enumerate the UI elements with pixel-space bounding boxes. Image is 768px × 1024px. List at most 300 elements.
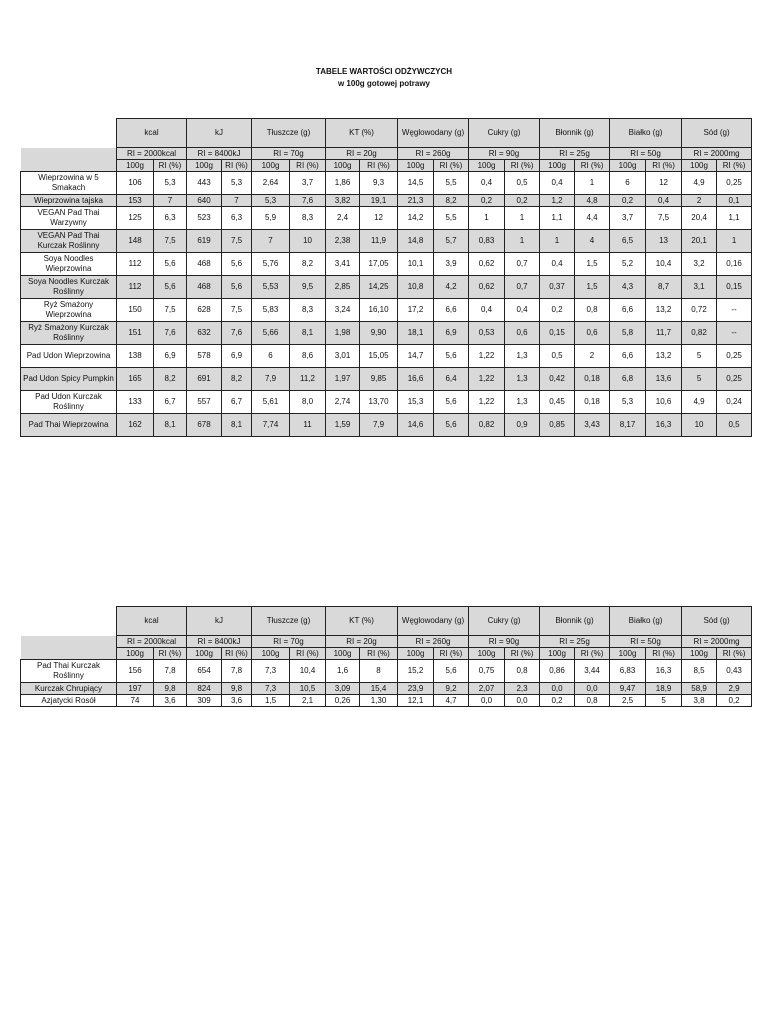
nutrient-value: 3,6 bbox=[154, 695, 187, 707]
nutrient-value: 16,6 bbox=[398, 368, 434, 391]
nutrient-value: 197 bbox=[117, 683, 154, 695]
nutrient-value: 0,83 bbox=[469, 230, 505, 253]
nutrient-value: 153 bbox=[117, 195, 154, 207]
table-row bbox=[21, 207, 752, 230]
sub-header-ri: RI (%) bbox=[717, 160, 752, 172]
nutrient-value: 0,72 bbox=[682, 299, 717, 322]
nutrient-value: 8 bbox=[360, 660, 398, 683]
nutrient-value: 6,6 bbox=[610, 299, 646, 322]
nutrient-header: Błonnik (g) bbox=[540, 607, 610, 636]
dish-name: Kurczak Chrupiący bbox=[21, 683, 117, 695]
nutrient-value: 7,3 bbox=[252, 683, 290, 695]
nutrient-value: 7,5 bbox=[222, 230, 252, 253]
nutrient-value: 0,42 bbox=[540, 368, 575, 391]
nutrient-value: 0,8 bbox=[575, 695, 610, 707]
nutrient-value: 151 bbox=[117, 322, 154, 345]
nutrient-value: 2,74 bbox=[326, 391, 360, 414]
nutrient-value: 6,5 bbox=[610, 230, 646, 253]
nutrient-value: 4,4 bbox=[575, 207, 610, 230]
nutrient-header: Białko (g) bbox=[610, 607, 682, 636]
nutrient-value: 4,3 bbox=[610, 276, 646, 299]
nutrient-value: 7,9 bbox=[360, 414, 398, 437]
table-row bbox=[21, 299, 752, 322]
nutrient-value: 6,6 bbox=[434, 299, 469, 322]
nutrient-value: 7,5 bbox=[222, 299, 252, 322]
ri-reference: RI = 70g bbox=[252, 636, 326, 648]
nutrient-value: 8,17 bbox=[610, 414, 646, 437]
nutrient-value: 7,8 bbox=[154, 660, 187, 683]
nutrient-value: 5,5 bbox=[434, 207, 469, 230]
nutrition-table-1 bbox=[20, 118, 752, 437]
nutrient-value: 1,86 bbox=[326, 172, 360, 195]
nutrient-header: Węglowodany (g) bbox=[398, 119, 469, 148]
nutrient-value: 15,4 bbox=[360, 683, 398, 695]
nutrient-value: 9,3 bbox=[360, 172, 398, 195]
nutrient-value: 3,7 bbox=[290, 172, 326, 195]
nutrient-value: 0,53 bbox=[469, 322, 505, 345]
nutrient-value: 3,41 bbox=[326, 253, 360, 276]
nutrient-header: Białko (g) bbox=[610, 119, 682, 148]
nutrient-value: 8,1 bbox=[222, 414, 252, 437]
nutrient-value: 5,6 bbox=[434, 345, 469, 368]
sub-header-100g: 100g bbox=[326, 648, 360, 660]
nutrient-value: 8,7 bbox=[646, 276, 682, 299]
nutrient-value: 165 bbox=[117, 368, 154, 391]
nutrient-value: 0,0 bbox=[540, 683, 575, 695]
sub-header-ri: RI (%) bbox=[717, 648, 752, 660]
corner-blank bbox=[21, 160, 117, 172]
nutrient-value: 5,3 bbox=[610, 391, 646, 414]
nutrient-value: 0,5 bbox=[505, 172, 540, 195]
nutrient-value: 0,25 bbox=[717, 172, 752, 195]
nutrient-value: -- bbox=[717, 299, 752, 322]
nutrient-value: 1,59 bbox=[326, 414, 360, 437]
table-row bbox=[21, 660, 752, 683]
dish-name: Pad Udon Spicy Pumpkin bbox=[21, 368, 117, 391]
table-row bbox=[21, 195, 752, 207]
nutrient-value: 0,4 bbox=[646, 195, 682, 207]
sub-header-100g: 100g bbox=[610, 648, 646, 660]
nutrient-header: Tłuszcze (g) bbox=[252, 607, 326, 636]
sub-header-ri: RI (%) bbox=[575, 160, 610, 172]
dish-name: Azjatycki Rosół bbox=[21, 695, 117, 707]
sub-header-100g: 100g bbox=[469, 160, 505, 172]
nutrient-value: 8,3 bbox=[290, 299, 326, 322]
nutrient-value: 0,85 bbox=[540, 414, 575, 437]
nutrient-value: 17,2 bbox=[398, 299, 434, 322]
nutrient-value: 5,6 bbox=[222, 253, 252, 276]
nutrient-value: 10,8 bbox=[398, 276, 434, 299]
sub-header-100g: 100g bbox=[117, 160, 154, 172]
nutrient-value: 21,3 bbox=[398, 195, 434, 207]
nutrient-value: 0,0 bbox=[575, 683, 610, 695]
nutrient-value: 7,5 bbox=[646, 207, 682, 230]
nutrient-value: 6,7 bbox=[222, 391, 252, 414]
sub-header-100g: 100g bbox=[326, 160, 360, 172]
table-row bbox=[21, 345, 752, 368]
nutrient-value: 628 bbox=[187, 299, 222, 322]
nutrient-value: 0,2 bbox=[610, 195, 646, 207]
nutrient-value: 9,47 bbox=[610, 683, 646, 695]
nutrient-value: 12 bbox=[646, 172, 682, 195]
nutrient-value: 10,6 bbox=[646, 391, 682, 414]
nutrient-value: 523 bbox=[187, 207, 222, 230]
ri-reference: RI = 8400kJ bbox=[187, 636, 252, 648]
ri-reference: RI = 2000mg bbox=[682, 148, 752, 160]
nutrient-value: 3,6 bbox=[222, 695, 252, 707]
nutrient-value: 1 bbox=[469, 207, 505, 230]
nutrient-value: 6,6 bbox=[610, 345, 646, 368]
nutrient-value: 14,5 bbox=[398, 172, 434, 195]
nutrient-value: 678 bbox=[187, 414, 222, 437]
nutrient-value: 8,2 bbox=[154, 368, 187, 391]
nutrient-value: 0,62 bbox=[469, 276, 505, 299]
nutrient-value: 15,2 bbox=[398, 660, 434, 683]
nutrient-value: 0,7 bbox=[505, 276, 540, 299]
nutrient-value: 0,15 bbox=[717, 276, 752, 299]
nutrient-value: 20,4 bbox=[682, 207, 717, 230]
nutrient-value: 9,5 bbox=[290, 276, 326, 299]
nutrient-value: 7,74 bbox=[252, 414, 290, 437]
nutrient-value: 9,90 bbox=[360, 322, 398, 345]
nutrient-value: 5,83 bbox=[252, 299, 290, 322]
nutrient-header: Błonnik (g) bbox=[540, 119, 610, 148]
nutrient-value: 1,1 bbox=[540, 207, 575, 230]
nutrient-value: 3,24 bbox=[326, 299, 360, 322]
ri-reference: RI = 90g bbox=[469, 636, 540, 648]
nutrient-value: 0,4 bbox=[505, 299, 540, 322]
nutrient-value: 6,9 bbox=[434, 322, 469, 345]
nutrient-header: kJ bbox=[187, 119, 252, 148]
nutrient-value: 0,82 bbox=[469, 414, 505, 437]
nutrient-value: 0,4 bbox=[540, 172, 575, 195]
dish-name: VEGAN Pad Thai Kurczak Roślinny bbox=[21, 230, 117, 253]
table-row bbox=[21, 230, 752, 253]
dish-name: Ryż Smażony Kurczak Roślinny bbox=[21, 322, 117, 345]
nutrient-value: 12 bbox=[360, 207, 398, 230]
ri-reference: RI = 8400kJ bbox=[187, 148, 252, 160]
nutrient-value: 150 bbox=[117, 299, 154, 322]
nutrient-value: 824 bbox=[187, 683, 222, 695]
nutrient-value: 0,62 bbox=[469, 253, 505, 276]
sub-header-100g: 100g bbox=[610, 160, 646, 172]
nutrient-header: Sód (g) bbox=[682, 607, 752, 636]
nutrient-value: 8,1 bbox=[290, 322, 326, 345]
nutrient-value: 309 bbox=[187, 695, 222, 707]
nutrient-value: 5,6 bbox=[154, 253, 187, 276]
sub-header-100g: 100g bbox=[398, 160, 434, 172]
nutrient-value: 7,3 bbox=[252, 660, 290, 683]
nutrient-value: 1 bbox=[505, 207, 540, 230]
nutrient-value: 13,2 bbox=[646, 299, 682, 322]
nutrient-value: 0,86 bbox=[540, 660, 575, 683]
nutrient-value: 11,9 bbox=[360, 230, 398, 253]
sub-header-ri: RI (%) bbox=[222, 648, 252, 660]
nutrient-value: 16,10 bbox=[360, 299, 398, 322]
ri-reference: RI = 2000mg bbox=[682, 636, 752, 648]
nutrient-value: 14,25 bbox=[360, 276, 398, 299]
nutrient-value: 0,24 bbox=[717, 391, 752, 414]
nutrient-value: 0,18 bbox=[575, 368, 610, 391]
nutrient-value: 0,5 bbox=[540, 345, 575, 368]
nutrient-value: 8,2 bbox=[222, 368, 252, 391]
nutrient-value: 10,4 bbox=[290, 660, 326, 683]
nutrient-value: 8,5 bbox=[682, 660, 717, 683]
ri-reference: RI = 260g bbox=[398, 636, 469, 648]
nutrient-value: 0,75 bbox=[469, 660, 505, 683]
nutrient-value: 5,53 bbox=[252, 276, 290, 299]
table-row bbox=[21, 253, 752, 276]
nutrient-value: 10,1 bbox=[398, 253, 434, 276]
nutrient-value: 0,18 bbox=[575, 391, 610, 414]
document-title bbox=[0, 66, 768, 90]
nutrient-value: 7,6 bbox=[154, 322, 187, 345]
nutrient-header: kcal bbox=[117, 119, 187, 148]
nutrient-value: 468 bbox=[187, 253, 222, 276]
nutrient-value: 3,7 bbox=[610, 207, 646, 230]
nutrient-value: 3,1 bbox=[682, 276, 717, 299]
nutrient-value: 2,1 bbox=[290, 695, 326, 707]
nutrient-header: Węglowodany (g) bbox=[398, 607, 469, 636]
nutrient-value: 1,6 bbox=[326, 660, 360, 683]
nutrient-value: 3,09 bbox=[326, 683, 360, 695]
nutrient-value: 4,9 bbox=[682, 172, 717, 195]
sub-header-100g: 100g bbox=[682, 160, 717, 172]
nutrient-value: 0,7 bbox=[505, 253, 540, 276]
nutrient-value: 1,5 bbox=[252, 695, 290, 707]
nutrient-value: 0,26 bbox=[326, 695, 360, 707]
nutrient-value: 0,2 bbox=[469, 195, 505, 207]
nutrient-value: 7 bbox=[252, 230, 290, 253]
sub-header-100g: 100g bbox=[682, 648, 717, 660]
ri-reference: RI = 2000kcal bbox=[117, 636, 187, 648]
nutrient-header: KT (%) bbox=[326, 119, 398, 148]
nutrient-value: 2,5 bbox=[610, 695, 646, 707]
nutrient-value: 15,05 bbox=[360, 345, 398, 368]
nutrient-value: 5,6 bbox=[154, 276, 187, 299]
ri-reference: RI = 90g bbox=[469, 148, 540, 160]
nutrient-value: 9,8 bbox=[154, 683, 187, 695]
sub-header-ri: RI (%) bbox=[505, 160, 540, 172]
table-row bbox=[21, 391, 752, 414]
sub-header-ri: RI (%) bbox=[360, 648, 398, 660]
nutrient-value: 5 bbox=[682, 345, 717, 368]
sub-header-100g: 100g bbox=[252, 160, 290, 172]
ri-reference: RI = 70g bbox=[252, 148, 326, 160]
nutrition-table-2 bbox=[20, 606, 752, 707]
nutrient-value: 5,66 bbox=[252, 322, 290, 345]
nutrient-value: 5,5 bbox=[434, 172, 469, 195]
nutrient-value: 2 bbox=[682, 195, 717, 207]
nutrient-value: 23,9 bbox=[398, 683, 434, 695]
sub-header-ri: RI (%) bbox=[290, 160, 326, 172]
nutrient-value: 0,8 bbox=[575, 299, 610, 322]
nutrient-header: Cukry (g) bbox=[469, 119, 540, 148]
nutrient-value: 2,4 bbox=[326, 207, 360, 230]
nutrient-value: 74 bbox=[117, 695, 154, 707]
ri-reference: RI = 2000kcal bbox=[117, 148, 187, 160]
nutrient-value: 2,3 bbox=[505, 683, 540, 695]
nutrient-value: 16,3 bbox=[646, 660, 682, 683]
nutrient-value: 13 bbox=[646, 230, 682, 253]
nutrient-value: 0,37 bbox=[540, 276, 575, 299]
nutrient-value: 8,6 bbox=[290, 345, 326, 368]
table-row bbox=[21, 276, 752, 299]
nutrient-value: 557 bbox=[187, 391, 222, 414]
sub-header-ri: RI (%) bbox=[154, 648, 187, 660]
nutrient-value: 20,1 bbox=[682, 230, 717, 253]
nutrient-value: 9,85 bbox=[360, 368, 398, 391]
dish-name: Soya Noodles Kurczak Roślinny bbox=[21, 276, 117, 299]
dish-name: Pad Thai Wieprzowina bbox=[21, 414, 117, 437]
nutrient-header: Sód (g) bbox=[682, 119, 752, 148]
nutrient-value: 11 bbox=[290, 414, 326, 437]
nutrient-value: 0,6 bbox=[505, 322, 540, 345]
nutrient-value: 10,5 bbox=[290, 683, 326, 695]
nutrient-value: 6,8 bbox=[610, 368, 646, 391]
title-line-2: w 100g gotowej potrawy bbox=[337, 79, 430, 88]
nutrient-value: 5,3 bbox=[222, 172, 252, 195]
nutrient-value: 1 bbox=[505, 230, 540, 253]
sub-header-ri: RI (%) bbox=[290, 648, 326, 660]
dish-name: Wieprzowina tajska bbox=[21, 195, 117, 207]
sub-header-ri: RI (%) bbox=[505, 648, 540, 660]
nutrient-header: KT (%) bbox=[326, 607, 398, 636]
nutrient-value: 12,1 bbox=[398, 695, 434, 707]
nutrient-value: 5 bbox=[646, 695, 682, 707]
nutrient-value: 1 bbox=[540, 230, 575, 253]
nutrient-value: 1,1 bbox=[717, 207, 752, 230]
nutrient-value: 148 bbox=[117, 230, 154, 253]
nutrient-value: 106 bbox=[117, 172, 154, 195]
nutrient-value: 1 bbox=[717, 230, 752, 253]
dish-name: Pad Thai Kurczak Roślinny bbox=[21, 660, 117, 683]
nutrient-value: 691 bbox=[187, 368, 222, 391]
nutrient-value: 7 bbox=[154, 195, 187, 207]
nutrient-value: 8,3 bbox=[290, 207, 326, 230]
nutrient-value: 0,2 bbox=[540, 695, 575, 707]
nutrient-value: 3,43 bbox=[575, 414, 610, 437]
corner-blank bbox=[21, 648, 117, 660]
nutrient-value: 6,3 bbox=[154, 207, 187, 230]
sub-header-100g: 100g bbox=[469, 648, 505, 660]
nutrient-value: -- bbox=[717, 322, 752, 345]
nutrient-value: 133 bbox=[117, 391, 154, 414]
nutrient-value: 0,4 bbox=[469, 172, 505, 195]
sub-header-100g: 100g bbox=[398, 648, 434, 660]
nutrient-value: 11,7 bbox=[646, 322, 682, 345]
nutrient-value: 1,22 bbox=[469, 345, 505, 368]
nutrient-value: 10,4 bbox=[646, 253, 682, 276]
sub-header-ri: RI (%) bbox=[434, 160, 469, 172]
nutrient-value: 3,44 bbox=[575, 660, 610, 683]
sub-header-100g: 100g bbox=[540, 648, 575, 660]
nutrient-value: 0,25 bbox=[717, 345, 752, 368]
nutrient-value: 1,5 bbox=[575, 276, 610, 299]
nutrient-value: 14,8 bbox=[398, 230, 434, 253]
nutrient-value: 2,9 bbox=[717, 683, 752, 695]
sub-header-ri: RI (%) bbox=[222, 160, 252, 172]
nutrient-value: 4,7 bbox=[434, 695, 469, 707]
table-row bbox=[21, 322, 752, 345]
nutrient-value: 6,9 bbox=[222, 345, 252, 368]
nutrient-value: 112 bbox=[117, 253, 154, 276]
nutrient-value: 3,82 bbox=[326, 195, 360, 207]
nutrient-value: 1,98 bbox=[326, 322, 360, 345]
nutrient-value: 2,85 bbox=[326, 276, 360, 299]
nutrient-value: 8,2 bbox=[434, 195, 469, 207]
nutrient-value: 0,5 bbox=[717, 414, 752, 437]
nutrient-value: 9,8 bbox=[222, 683, 252, 695]
nutrient-value: 58,9 bbox=[682, 683, 717, 695]
nutrient-value: 14,7 bbox=[398, 345, 434, 368]
sub-header-ri: RI (%) bbox=[434, 648, 469, 660]
nutrient-value: 1,97 bbox=[326, 368, 360, 391]
nutrient-value: 5,61 bbox=[252, 391, 290, 414]
corner-blank bbox=[21, 148, 117, 160]
sub-header-100g: 100g bbox=[117, 648, 154, 660]
nutrient-value: 7,5 bbox=[154, 230, 187, 253]
nutrient-header: kJ bbox=[187, 607, 252, 636]
nutrient-value: 654 bbox=[187, 660, 222, 683]
nutrient-value: 5,6 bbox=[222, 276, 252, 299]
nutrient-value: 6,83 bbox=[610, 660, 646, 683]
dish-name: VEGAN Pad Thai Warzywny bbox=[21, 207, 117, 230]
sub-header-ri: RI (%) bbox=[646, 648, 682, 660]
nutrient-value: 7,5 bbox=[154, 299, 187, 322]
nutrient-value: 619 bbox=[187, 230, 222, 253]
nutrient-value: 162 bbox=[117, 414, 154, 437]
nutrient-value: 5,76 bbox=[252, 253, 290, 276]
nutrient-value: 0,2 bbox=[505, 195, 540, 207]
nutrient-value: 6,9 bbox=[154, 345, 187, 368]
nutrient-value: 14,6 bbox=[398, 414, 434, 437]
table-row bbox=[21, 683, 752, 695]
nutrient-value: 1 bbox=[575, 172, 610, 195]
nutrient-value: 0,6 bbox=[575, 322, 610, 345]
nutrient-value: 0,45 bbox=[540, 391, 575, 414]
nutrient-value: 138 bbox=[117, 345, 154, 368]
nutrient-value: 0,9 bbox=[505, 414, 540, 437]
nutrient-value: 5,6 bbox=[434, 414, 469, 437]
ri-reference: RI = 50g bbox=[610, 148, 682, 160]
sub-header-100g: 100g bbox=[187, 648, 222, 660]
title-line-1: TABELE WARTOŚCI ODŻYWCZYCH bbox=[315, 67, 453, 76]
nutrient-header: kcal bbox=[117, 607, 187, 636]
nutrient-value: 13,2 bbox=[646, 345, 682, 368]
nutrient-value: 0,4 bbox=[469, 299, 505, 322]
nutrient-value: 0,4 bbox=[540, 253, 575, 276]
sub-header-ri: RI (%) bbox=[575, 648, 610, 660]
nutrient-value: 5,2 bbox=[610, 253, 646, 276]
nutrient-value: 5,8 bbox=[610, 322, 646, 345]
nutrient-value: 1,30 bbox=[360, 695, 398, 707]
table-row bbox=[21, 414, 752, 437]
nutrient-value: 1,3 bbox=[505, 368, 540, 391]
dish-name: Wieprzowina w 5 Smakach bbox=[21, 172, 117, 195]
nutrient-value: 5,6 bbox=[434, 660, 469, 683]
nutrient-value: 3,8 bbox=[682, 695, 717, 707]
nutrient-value: 6,7 bbox=[154, 391, 187, 414]
nutrient-value: 7,6 bbox=[222, 322, 252, 345]
sub-header-100g: 100g bbox=[540, 160, 575, 172]
nutrient-value: 0,25 bbox=[717, 368, 752, 391]
dish-name: Ryż Smażony Wieprzowina bbox=[21, 299, 117, 322]
table-row bbox=[21, 368, 752, 391]
nutrient-value: 0,0 bbox=[469, 695, 505, 707]
nutrient-value: 16,3 bbox=[646, 414, 682, 437]
nutrient-value: 632 bbox=[187, 322, 222, 345]
